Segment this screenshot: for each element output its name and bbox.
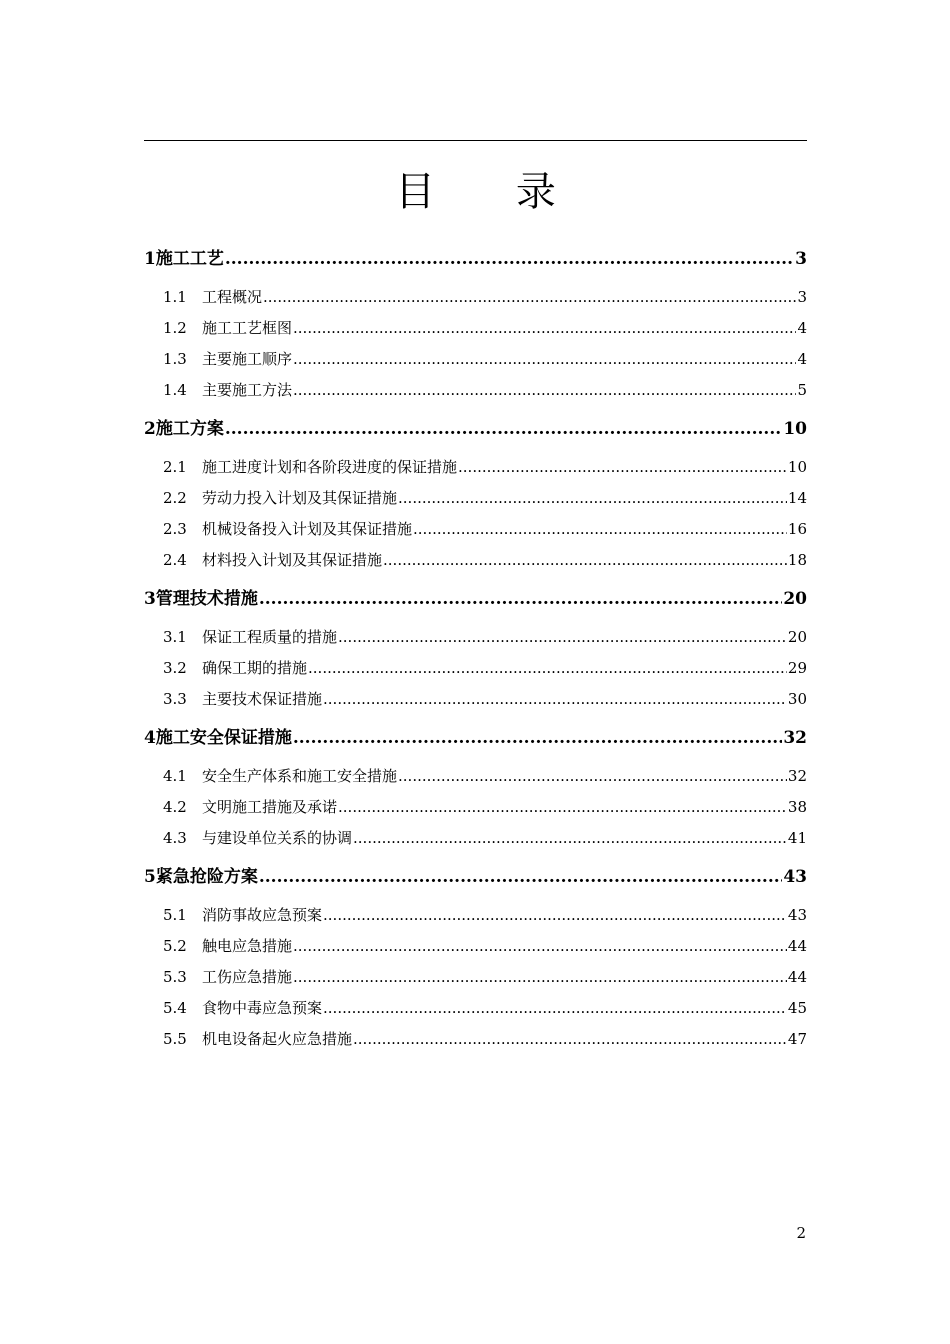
toc-item-page: 4	[797, 350, 807, 368]
toc-section-label: 施工工艺	[155, 249, 224, 269]
toc-item-number: 1.3	[163, 350, 187, 368]
toc-item-page: 47	[787, 1030, 807, 1048]
toc-leader-dots	[353, 823, 787, 854]
toc-section-5[interactable]	[144, 858, 807, 896]
toc-section-page: 10	[783, 419, 807, 439]
toc-section-label: 管理技术措施	[155, 589, 258, 609]
toc-item-number: 3.3	[163, 690, 187, 708]
toc-item-number: 2.4	[163, 551, 187, 569]
toc-item-label: 工程概况	[202, 288, 263, 306]
toc-item-1-4[interactable]	[144, 375, 807, 406]
toc-leader-dots	[259, 858, 782, 896]
toc-leader-dots	[413, 514, 787, 545]
toc-item-number: 5.1	[163, 906, 187, 924]
toc-item-3-2[interactable]	[144, 653, 807, 684]
toc-leader-dots	[293, 962, 787, 993]
toc-item-number: 4.1	[163, 767, 187, 785]
toc-section-3[interactable]	[144, 580, 807, 618]
toc-item-label: 消防事故应急预案	[202, 906, 323, 924]
toc-item-page: 20	[787, 628, 807, 646]
toc-leader-dots	[225, 410, 782, 448]
toc-section-page: 43	[783, 867, 807, 887]
toc-item-number: 1.1	[163, 288, 187, 306]
toc-item-page: 4	[797, 319, 807, 337]
toc-section-number: 1	[144, 249, 156, 269]
toc-item-5-5[interactable]	[144, 1024, 807, 1055]
toc-item-number: 5.2	[163, 937, 187, 955]
toc-leader-dots	[383, 545, 787, 576]
toc-item-number: 3.2	[163, 659, 187, 677]
toc-item-5-2[interactable]	[144, 931, 807, 962]
toc-item-page: 3	[797, 288, 807, 306]
toc-item-number: 3.1	[163, 628, 187, 646]
toc-item-label: 与建设单位关系的协调	[202, 829, 353, 847]
toc-item-number: 2.3	[163, 520, 187, 538]
toc-title: 目 录	[395, 169, 590, 215]
toc-section-page: 32	[783, 728, 807, 748]
toc-item-page: 18	[787, 551, 807, 569]
toc-item-label: 确保工期的措施	[202, 659, 308, 677]
toc-leader-dots	[323, 684, 787, 715]
toc-item-4-3[interactable]	[144, 823, 807, 854]
toc-leader-dots	[353, 1024, 787, 1055]
toc-section-2[interactable]	[144, 410, 807, 448]
toc-item-5-4[interactable]	[144, 993, 807, 1024]
toc-item-number: 4.2	[163, 798, 187, 816]
toc-section-label: 施工方案	[155, 419, 224, 439]
toc-section-number: 3	[144, 589, 156, 609]
toc-item-5-1[interactable]	[144, 900, 807, 931]
toc-leader-dots	[259, 580, 782, 618]
toc-item-page: 44	[787, 937, 807, 955]
toc-item-5-3[interactable]	[144, 962, 807, 993]
toc-item-page: 41	[787, 829, 807, 847]
toc-item-1-1[interactable]	[144, 282, 807, 313]
toc-item-number: 5.5	[163, 1030, 187, 1048]
toc-section-number: 5	[144, 867, 156, 887]
toc-item-page: 32	[787, 767, 807, 785]
toc-item-number: 2.2	[163, 489, 187, 507]
toc-leader-dots	[338, 622, 787, 653]
toc-item-label: 文明施工措施及承诺	[202, 798, 338, 816]
toc-item-3-1[interactable]	[144, 622, 807, 653]
toc-item-label: 机械设备投入计划及其保证措施	[202, 520, 413, 538]
toc-item-label: 施工工艺框图	[202, 319, 293, 337]
toc-leader-dots	[293, 375, 796, 406]
toc-item-label: 主要施工顺序	[202, 350, 293, 368]
toc-item-page: 38	[787, 798, 807, 816]
toc-item-label: 机电设备起火应急措施	[202, 1030, 353, 1048]
toc-leader-dots	[225, 240, 794, 278]
toc-leader-dots	[263, 282, 796, 313]
toc-item-page: 45	[787, 999, 807, 1017]
toc-leader-dots	[323, 900, 787, 931]
toc-section-label: 施工安全保证措施	[155, 728, 292, 748]
toc-leader-dots	[398, 761, 787, 792]
toc-item-number: 1.4	[163, 381, 187, 399]
toc-item-4-2[interactable]	[144, 792, 807, 823]
toc-item-label: 保证工程质量的措施	[202, 628, 338, 646]
toc-section-label: 紧急抢险方案	[155, 867, 258, 887]
toc-item-1-3[interactable]	[144, 344, 807, 375]
toc-section-1[interactable]	[144, 240, 807, 278]
toc-item-page: 16	[787, 520, 807, 538]
toc-leader-dots	[458, 452, 787, 483]
table-of-contents	[144, 240, 807, 1055]
toc-leader-dots	[293, 719, 782, 757]
toc-item-number: 2.1	[163, 458, 187, 476]
toc-section-4[interactable]	[144, 719, 807, 757]
toc-item-page: 29	[787, 659, 807, 677]
toc-item-4-1[interactable]	[144, 761, 807, 792]
toc-section-page: 20	[783, 589, 807, 609]
toc-item-page: 10	[787, 458, 807, 476]
toc-section-number: 4	[144, 728, 156, 748]
toc-leader-dots	[323, 993, 787, 1024]
toc-item-page: 30	[787, 690, 807, 708]
toc-leader-dots	[398, 483, 787, 514]
toc-item-number: 1.2	[163, 319, 187, 337]
toc-item-page: 44	[787, 968, 807, 986]
toc-item-label: 主要技术保证措施	[202, 690, 323, 708]
toc-item-label: 主要施工方法	[202, 381, 293, 399]
toc-item-page: 43	[787, 906, 807, 924]
toc-item-1-2[interactable]	[144, 313, 807, 344]
toc-leader-dots	[293, 313, 796, 344]
toc-item-label: 触电应急措施	[202, 937, 293, 955]
page-number: 2	[796, 1224, 806, 1242]
toc-item-3-3[interactable]	[144, 684, 807, 715]
toc-leader-dots	[293, 344, 796, 375]
toc-leader-dots	[308, 653, 787, 684]
toc-item-2-4[interactable]	[144, 545, 807, 576]
toc-item-2-3[interactable]	[144, 514, 807, 545]
toc-item-label: 劳动力投入计划及其保证措施	[202, 489, 398, 507]
toc-item-page: 14	[787, 489, 807, 507]
toc-item-label: 安全生产体系和施工安全措施	[202, 767, 398, 785]
toc-item-number: 5.4	[163, 999, 187, 1017]
toc-item-number: 4.3	[163, 829, 187, 847]
toc-item-label: 食物中毒应急预案	[202, 999, 323, 1017]
toc-item-number: 5.3	[163, 968, 187, 986]
toc-item-2-1[interactable]	[144, 452, 807, 483]
toc-item-label: 施工进度计划和各阶段进度的保证措施	[202, 458, 458, 476]
toc-section-number: 2	[144, 419, 156, 439]
header-rule	[144, 140, 807, 141]
toc-item-2-2[interactable]	[144, 483, 807, 514]
toc-item-page: 5	[797, 381, 807, 399]
toc-section-page: 3	[795, 249, 807, 269]
toc-item-label: 材料投入计划及其保证措施	[202, 551, 383, 569]
toc-leader-dots	[293, 931, 787, 962]
toc-item-label: 工伤应急措施	[202, 968, 293, 986]
toc-leader-dots	[338, 792, 787, 823]
